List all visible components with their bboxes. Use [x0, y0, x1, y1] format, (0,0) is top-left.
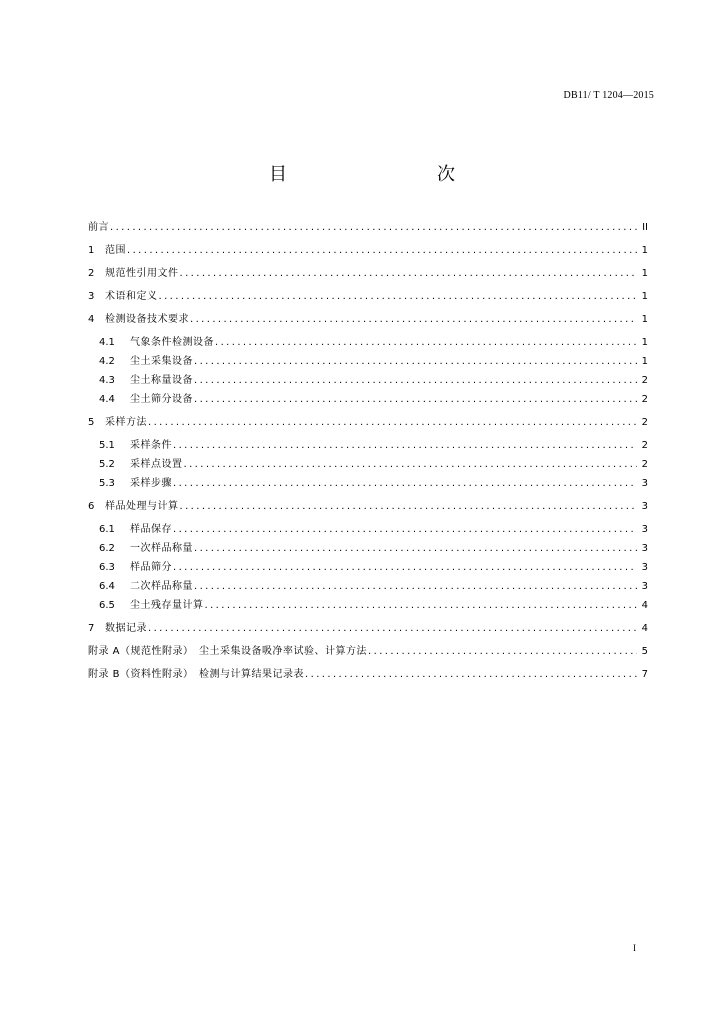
- toc-entry-number: 3: [88, 291, 95, 302]
- toc-entry-label: 二次样品称量: [130, 581, 193, 592]
- toc-entry-page: 3: [641, 543, 648, 554]
- toc-leader-dots: [194, 355, 637, 368]
- toc-leader-dots: [190, 313, 637, 326]
- toc-entry[interactable]: [88, 439, 648, 458]
- page-number: I: [633, 943, 636, 953]
- toc-entry-label: 附录 A（规范性附录） 尘土采集设备吸净率试验、计算方法: [88, 646, 368, 657]
- toc-entry-number: 2: [88, 268, 95, 279]
- toc-entry-page: 3: [641, 524, 648, 535]
- toc-entry-number: 5: [88, 417, 95, 428]
- toc-entry-page: 3: [641, 501, 648, 512]
- toc-entry[interactable]: [88, 393, 648, 412]
- toc-entry[interactable]: [88, 244, 648, 267]
- toc-title: 目 次: [269, 164, 493, 185]
- toc-entry[interactable]: [88, 477, 648, 496]
- toc-entry-page: 1: [641, 291, 648, 302]
- toc-leader-dots: [205, 599, 638, 612]
- toc-entry-label: 采样条件: [130, 440, 172, 451]
- toc-entry-number: 4: [88, 314, 95, 325]
- toc-leader-dots: [368, 645, 637, 658]
- toc-entry[interactable]: [88, 645, 648, 668]
- toc-entry-number: 4.4: [99, 394, 115, 405]
- toc-entry-label: 采样点设置: [130, 459, 183, 470]
- toc-entry[interactable]: [88, 221, 648, 244]
- toc-leader-dots: [173, 523, 637, 536]
- toc-leader-dots: [180, 500, 638, 513]
- toc-entry-page: 7: [641, 669, 648, 680]
- toc-entry-label: 气象条件检测设备: [130, 337, 214, 348]
- toc-entry[interactable]: [88, 355, 648, 374]
- toc-entry-label: 前言: [88, 222, 109, 233]
- toc-entry-label: 一次样品称量: [130, 543, 193, 554]
- toc-entry-label: 范围: [105, 245, 126, 256]
- toc-entry-number: 4.3: [99, 375, 115, 386]
- toc-entry-page: 1: [641, 337, 648, 348]
- toc-entry-label: 检测设备技术要求: [105, 314, 189, 325]
- toc-entry[interactable]: [88, 523, 648, 542]
- toc-entry-page: 2: [641, 417, 648, 428]
- toc-entry[interactable]: [88, 336, 648, 355]
- toc-entry[interactable]: [88, 542, 648, 561]
- toc-leader-dots: [194, 393, 637, 406]
- toc-entry-page: II: [642, 222, 648, 233]
- toc-entry-label: 规范性引用文件: [105, 268, 179, 279]
- table-of-contents: [88, 221, 648, 691]
- toc-entry[interactable]: [88, 267, 648, 290]
- toc-leader-dots: [215, 336, 637, 349]
- toc-entry-label: 采样方法: [105, 417, 147, 428]
- toc-entry-label: 尘土采集设备: [130, 356, 193, 367]
- toc-entry-number: 6.2: [99, 543, 115, 554]
- toc-leader-dots: [159, 290, 638, 303]
- toc-entry-page: 3: [641, 562, 648, 573]
- toc-leader-dots: [148, 416, 637, 429]
- toc-entry-page: 2: [641, 440, 648, 451]
- toc-entry[interactable]: [88, 622, 648, 645]
- toc-entry-label: 样品筛分: [130, 562, 172, 573]
- toc-entry-number: 5.1: [99, 440, 115, 451]
- toc-entry-number: 6.4: [99, 581, 115, 592]
- toc-entry-page: 1: [641, 268, 648, 279]
- toc-entry[interactable]: [88, 374, 648, 393]
- toc-leader-dots: [305, 668, 637, 681]
- toc-entry-label: 术语和定义: [105, 291, 158, 302]
- toc-entry-label: 附录 B（资料性附录） 检测与计算结果记录表: [88, 669, 305, 680]
- toc-leader-dots: [173, 439, 637, 452]
- toc-entry-page: 1: [641, 356, 648, 367]
- toc-leader-dots: [194, 374, 637, 387]
- toc-entry-page: 1: [641, 314, 648, 325]
- toc-entry[interactable]: [88, 416, 648, 439]
- toc-entry-number: 4.2: [99, 356, 115, 367]
- toc-entry-label: 采样步骤: [130, 478, 172, 489]
- toc-entry-page: 2: [641, 459, 648, 470]
- toc-leader-dots: [148, 622, 637, 635]
- toc-entry-label: 数据记录: [105, 623, 147, 634]
- toc-entry-number: 5.3: [99, 478, 115, 489]
- toc-leader-dots: [127, 244, 637, 257]
- toc-entry-label: 尘土残存量计算: [130, 600, 204, 611]
- toc-entry-label: 样品处理与计算: [105, 501, 179, 512]
- toc-entry-label: 尘土筛分设备: [130, 394, 193, 405]
- toc-leader-dots: [180, 267, 638, 280]
- toc-entry[interactable]: [88, 500, 648, 523]
- toc-entry-page: 3: [641, 478, 648, 489]
- toc-entry-page: 4: [641, 600, 648, 611]
- toc-entry[interactable]: [88, 313, 648, 336]
- toc-entry-number: 7: [88, 623, 95, 634]
- toc-leader-dots: [173, 561, 637, 574]
- toc-entry[interactable]: [88, 668, 648, 691]
- standard-code: DB11/ T 1204—2015: [563, 90, 654, 101]
- toc-entry-page: 1: [641, 245, 648, 256]
- toc-entry-page: 2: [641, 375, 648, 386]
- toc-entry-number: 6.5: [99, 600, 115, 611]
- toc-entry[interactable]: [88, 561, 648, 580]
- toc-entry-page: 4: [641, 623, 648, 634]
- toc-entry-number: 6: [88, 501, 95, 512]
- toc-leader-dots: [110, 221, 637, 234]
- toc-entry-label: 尘土称量设备: [130, 375, 193, 386]
- toc-entry-page: 5: [641, 646, 648, 657]
- toc-leader-dots: [194, 542, 637, 555]
- toc-entry[interactable]: [88, 599, 648, 618]
- toc-entry-number: 5.2: [99, 459, 115, 470]
- toc-entry-number: 4.1: [99, 337, 115, 348]
- toc-leader-dots: [173, 477, 637, 490]
- toc-leader-dots: [184, 458, 638, 471]
- toc-entry-number: 6.1: [99, 524, 115, 535]
- toc-entry[interactable]: [88, 458, 648, 477]
- toc-entry-page: 3: [641, 581, 648, 592]
- toc-entry[interactable]: [88, 290, 648, 313]
- toc-entry-page: 2: [641, 394, 648, 405]
- toc-leader-dots: [194, 580, 637, 593]
- toc-entry[interactable]: [88, 580, 648, 599]
- toc-entry-label: 样品保存: [130, 524, 172, 535]
- toc-entry-number: 6.3: [99, 562, 115, 573]
- toc-entry-number: 1: [88, 245, 95, 256]
